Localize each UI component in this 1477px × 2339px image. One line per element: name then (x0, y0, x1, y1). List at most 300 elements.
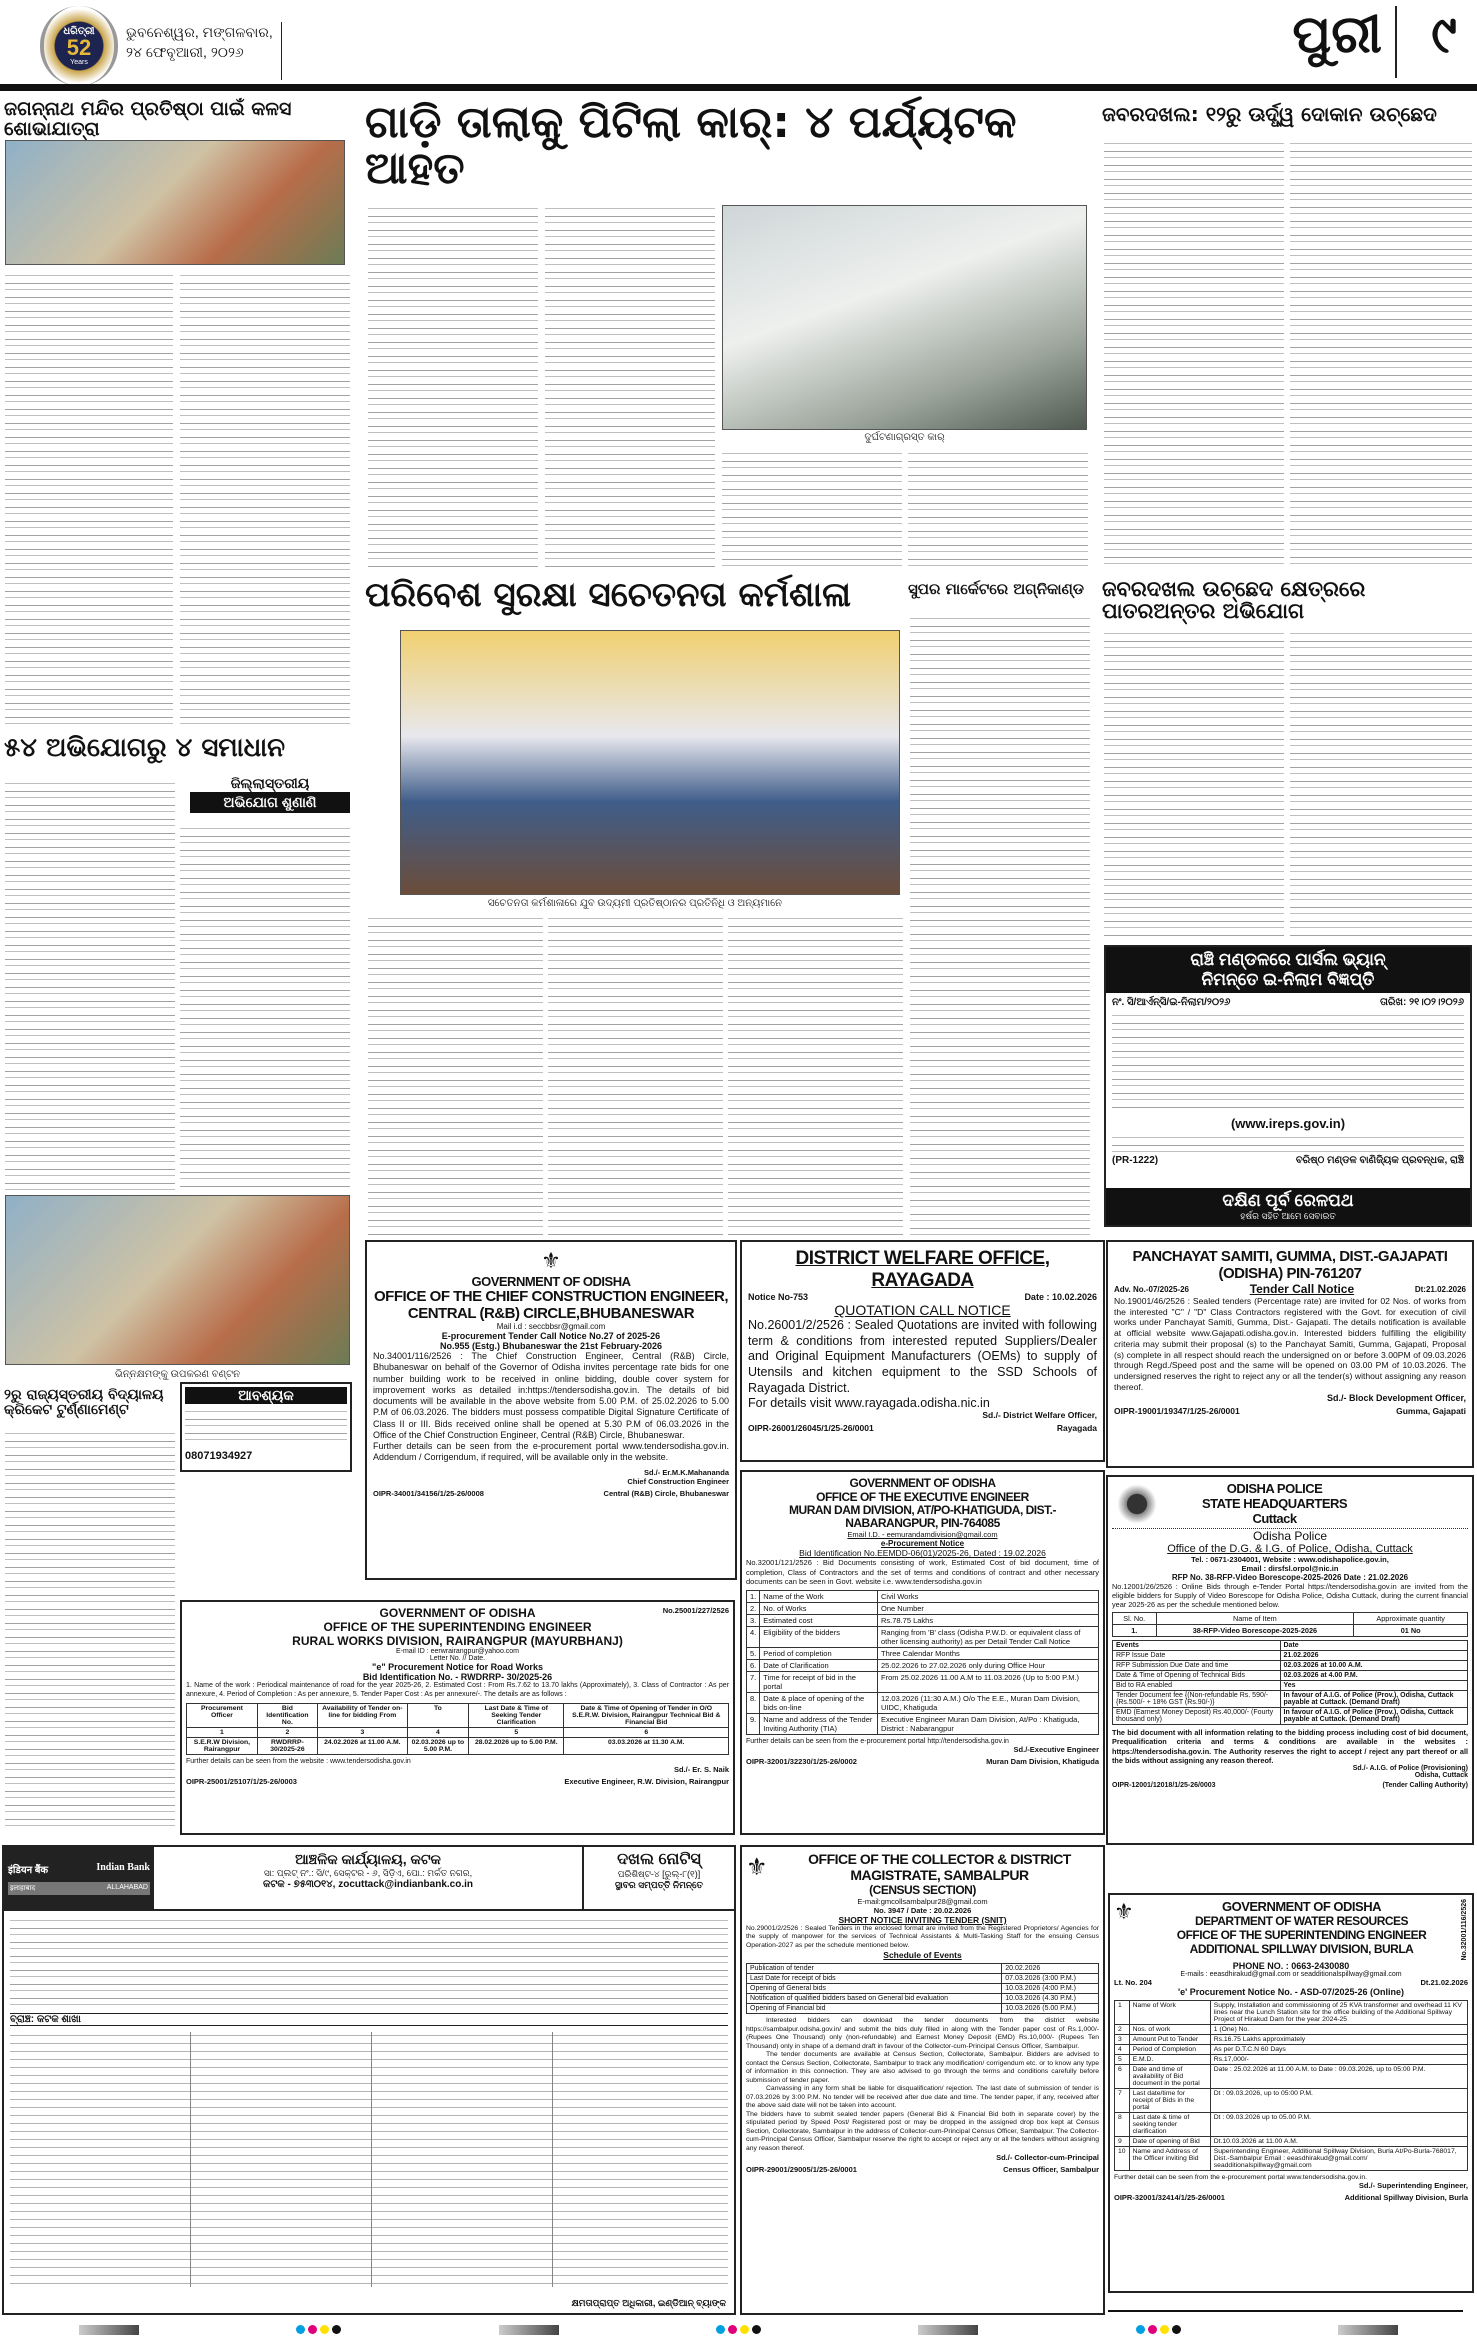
railway-eauction-notice (1104, 945, 1472, 1227)
rural-letter: Letter No. // Date. (429, 1655, 486, 1662)
table-cell: Name of Item (1156, 1613, 1354, 1625)
table-cell: Name and Address of the Officer inviting Bid (1129, 2146, 1210, 2170)
table-row (747, 1692, 1099, 1713)
table-cell: 02.03.2026 at 4.00 P.M. (1280, 1671, 1468, 1681)
logo-years: 52 (66, 35, 92, 60)
headline-environment: ପରିବେଶ ସୁରକ୍ଷା ସଚେତନତା କର୍ମଶାଳା (365, 575, 851, 615)
table-cell: Supply, Installation and commissioning of 25 KVA transformer and overhead 11 KV lines near the Lunch Station site for the office building of the Additional Spillway Project of Hirakud Dam for the year 2024-25 (1210, 2000, 1467, 2024)
table-cell: Last Date & Time of Seeking Tender Clarification (469, 1703, 564, 1727)
railway-pr: (PR-1222) (1112, 1155, 1159, 1166)
table-cell: Estimated cost (760, 1614, 878, 1626)
table-cell: 6 (1115, 2064, 1130, 2088)
gumma-title: PANCHAYAT SAMITI, GUMMA, DIST.-GAJAPATI (1132, 1248, 1448, 1265)
table-row (1115, 2064, 1468, 2088)
bank-address: କଟକ - ୭୫୩୦୧୪, zocuttack@indianbank.co.in (262, 1879, 473, 1890)
sambalpur-title: MAGISTRATE, SAMBALPUR (850, 1867, 1029, 1883)
table-row (1113, 1651, 1468, 1661)
table-cell: Date and time of availability of Bid document in the portal (1129, 2064, 1210, 2088)
water-table (1114, 2000, 1468, 2171)
oipr-number: OIPR-32001/32414/1/25-26/0001 (1114, 2192, 1225, 2202)
table-row (1115, 2044, 1468, 2054)
table-cell: 4 (1115, 2044, 1130, 2054)
story-body (728, 915, 903, 1235)
allahabad-label: ALLAHABAD (106, 1883, 148, 1891)
table-row (1113, 1681, 1468, 1691)
table-cell: 4. (747, 1626, 760, 1647)
water-emails[interactable]: E-mails : eeasdhirakud@gmail.com or seadditionalspillway@gmail.com (1180, 1970, 1402, 1978)
sambalpur-sign: Sd./- Collector-cum-Principal (996, 2153, 1099, 2163)
sambalpur-para: Canvassing in any form shall be liable for disqualification/ rejection. The last date of submission of tender is 07.03.2026 by 3:00 P.M. No tender will be received after due date and time. The tender paper, if any, received after the above said date will not be taken into account. (746, 2085, 1099, 2110)
emblem-icon: ⚜ (541, 1248, 561, 1273)
muran-email[interactable]: Email I.D. - eemurandamdivision@gmail.com (847, 1530, 998, 1540)
water-further: Further detail can be seen from the e-procurement portal www.tendersodisha.gov.in. (1114, 2173, 1368, 2181)
table-cell: 3 (317, 1727, 407, 1737)
table-cell: Bid Identification No. (257, 1703, 317, 1727)
sambalpur-email[interactable]: E-mail:gmcollsambalpur28@gmail.com (857, 1897, 988, 1906)
railway-body (1112, 1134, 1464, 1152)
sambalpur-title: (CENSUS SECTION) (869, 1883, 976, 1897)
grievance-tag (190, 775, 350, 813)
table-cell: Ranging from 'B' class (Odisha P.W.D. or equivalent class of other licensing authority) as per Detail Tender Call Notice (877, 1626, 1098, 1647)
table-cell: 4 (407, 1727, 468, 1737)
table-cell: 21.02.2026 (1280, 1651, 1468, 1661)
table-cell: 6. (747, 1659, 760, 1671)
photo-crashed-car (722, 205, 1087, 430)
dwo-visit-link[interactable]: For details visit www.rayagada.odisha.nic.in (748, 1396, 990, 1411)
photo-procession (5, 140, 345, 265)
headline-discrimination: ଜବରଦଖଲ ଉଚ୍ଛେଦ କ୍ଷେତ୍ରରେ ପାତରଅନ୍ତର ଅଭିଯୋଗ (1102, 577, 1366, 624)
table-cell: Date & place of opening of the bids on-line (760, 1692, 878, 1713)
table-cell: Last date & time of seeking tender clarification (1129, 2112, 1210, 2136)
water-letter-no: Lt. No. 204 (1114, 1977, 1152, 1987)
table-cell: 6 (564, 1727, 729, 1737)
wanted-phone[interactable]: 08071934927 (185, 1450, 253, 1462)
table-row (747, 1659, 1099, 1671)
table-row (1113, 1661, 1468, 1671)
table-cell: 8 (1115, 2112, 1130, 2136)
table-cell: 7 (1115, 2088, 1130, 2112)
table-row (747, 1590, 1099, 1602)
muran-notice: e-Procurement Notice (880, 1539, 965, 1549)
railway-footer (1106, 1188, 1470, 1225)
table-cell: One Number (877, 1602, 1098, 1614)
dwo-heading: QUOTATION CALL NOTICE (834, 1302, 1011, 1318)
bank-rule: ପରିଶିଷ୍ଟ-୪ [ରୁଲ୍-୮(୧)] (617, 1869, 701, 1879)
table-row (747, 1647, 1099, 1659)
table-row (1115, 2146, 1468, 2170)
dateline (126, 22, 282, 80)
police-events-table (1112, 1640, 1468, 1725)
muran-sign: Muran Dam Division, Khatiguda (986, 1756, 1099, 1766)
wanted-ad (180, 1382, 352, 1472)
bank-office: ଆଞ୍ଚଳିକ କାର୍ଯ୍ୟାଳୟ, କଟକ (295, 1851, 441, 1867)
railway-date: ତାରିଖ: ୨୧।୦୨।୨୦୨୬ (1379, 997, 1464, 1008)
rural-bid: Bid Identification No. - RWDRRP- 30/2025-26 (362, 1672, 553, 1682)
muran-gov: GOVERNMENT OF ODISHA (849, 1476, 996, 1490)
oipr-number: OIPR-19001/19347/1/25-26/0001 (1114, 1405, 1240, 1416)
table-cell: E.M.D. (1129, 2054, 1210, 2064)
table-cell: Sl. No. (1113, 1613, 1157, 1625)
table-cell: 20.02.2026 (1002, 1964, 1099, 1974)
dwo-sign: Sd./- District Welfare Officer, (982, 1410, 1097, 1421)
footer-rule (1108, 2310, 1463, 2312)
gumma-body: No.19001/46/2526 : Sealed tenders (Percentage rate) are invited for 02 Nos. of works from the interested "C" / "D" Class Contractors registered with the Govt. for execution of civil works under Panchayat Samiti, Gumma, Dist.- Gajapati. The details notification is available at official website www.Gajapati.odisha.gov.in. Interested bidders fulfilling the eligibility criteria may submit their proposal (s) to the Panchayat Samiti, Gumma, Gajapati, Proposal (s) complete in all respect should reach the undersigned on or before 3.00PM of 09.03.2026 through Regd./Speed post and the same will be opened on 03.00 PM of 10.03.2026. The undersigned reserves the right to reject any or all the tender(s) without assigning any reason thereof. (1114, 1296, 1466, 1392)
water-resources-notice (1108, 1893, 1474, 2293)
railway-org: ଦକ୍ଷିଣ ପୂର୍ବ ରେଳପଥ (1222, 1191, 1354, 1210)
table-cell: 1 (187, 1727, 258, 1737)
table-cell: Dt.10.03.2026 at 11.00 A.M. (1210, 2136, 1467, 2146)
water-title: GOVERNMENT OF ODISHA (1221, 1899, 1381, 1914)
sambalpur-title: OFFICE OF THE COLLECTOR & DISTRICT (808, 1851, 1071, 1867)
water-title: OFFICE OF THE SUPERINTENDING ENGINEER (1176, 1928, 1427, 1942)
table-row (747, 1626, 1099, 1647)
table-cell: 5 (469, 1727, 564, 1737)
water-phone: PHONE NO. : 0663-2430080 (1232, 1960, 1350, 1971)
table-row (1115, 2000, 1468, 2024)
muran-table (746, 1590, 1099, 1735)
table-cell: Dt : 09.03.2026, up to 05:00 P.M. (1210, 2088, 1467, 2112)
muran-sign: Sd./-Executive Engineer (1013, 1744, 1099, 1754)
rural-table (186, 1703, 729, 1755)
police-title: ODISHA POLICE (1226, 1481, 1323, 1496)
story-body (1104, 630, 1284, 940)
railway-title-1: ରାଞ୍ଚି ମଣ୍ଡଳରେ ପାର୍ସଲ ଭ୍ୟାନ୍ (1190, 950, 1386, 969)
story-body (1104, 140, 1284, 565)
allahabad-hindi: इलाहाबाद (10, 1884, 36, 1892)
headline-kalasa: ଜଗନ୍ନାଥ ମନ୍ଦିର ପ୍ରତିଷ୍ଠା ପାଇଁ କଳସ ଶୋଭାଯାତ୍ରା (4, 98, 292, 140)
table-cell: Superintending Engineer, Additional Spillway Division, Burla At/Po-Burla-768017, Dist.-Sambalpur Email : eeasdhirakud@gmail.com/ seadditionalspillway@gmail.com (1210, 2146, 1467, 2170)
railway-website[interactable]: (www.ireps.gov.in) (1230, 1116, 1346, 1131)
table-cell: 10 (1115, 2146, 1130, 2170)
bank-address: ସା: ପ୍ଲଟ୍ ନଂ.: ସି/୯, ସେକ୍ଟର - ୬, ସିଡ଼ିଏ, ପୋ.: ମର୍କତ ନଗର, (263, 1868, 473, 1878)
police-office: Office of the D.G. & I.G. of Police, Odisha, Cuttack (1167, 1543, 1413, 1555)
table-cell: Events (1113, 1641, 1281, 1651)
table-cell: RWDRRP-30/2025-26 (257, 1737, 317, 1754)
railway-sign: ବରିଷ୍ଠ ମଣ୍ଡଳ ବାଣିଜ୍ୟିକ ପ୍ରବନ୍ଧକ, ରାଞ୍ଚି (1295, 1155, 1464, 1166)
table-cell: 3. (747, 1614, 760, 1626)
water-sign: Sd./- Superintending Engineer, (1358, 2180, 1468, 2190)
cce-sign: Central (R&B) Circle, Bhubaneswar (603, 1488, 729, 1498)
table-row (747, 1602, 1099, 1614)
water-sign: Additional Spillway Division, Burla (1344, 2192, 1468, 2202)
indian-bank-logo (4, 1847, 154, 1909)
story-body (180, 825, 350, 1190)
photo-caption: ସଚେତନତା କର୍ମଶାଳାରେ ଯୁବ ଉଦ୍ୟମୀ ପ୍ରତିଷ୍ଠାନର ପ୍ରତିନିଧି ଓ ଅନ୍ୟମାନେ (487, 898, 783, 909)
bank-borrowers-table (10, 2032, 728, 2287)
table-cell: 12.03.2026 (11:30 A.M.) O/o The E.E., Muran Dam Division, UIDC, Khatiguda (877, 1692, 1098, 1713)
dwo-notice-no: Notice No-753 (748, 1292, 809, 1302)
bank-property: ସ୍ଥାବର ସମ୍ପତ୍ତି ନିମନ୍ତେ (615, 1880, 703, 1890)
oipr-number: OIPR-25001/25107/1/25-26/0003 (186, 1776, 297, 1786)
police-item-table (1112, 1612, 1468, 1637)
sambalpur-para: The bidders have to submit sealed tender papers (General Bid & Financial Bid both in separate cover) by the stipulated period by Speed Post/ Registered post or may be dropped in the assigned drop box kept at Census Section, Collectorate, Sambalpur in the address of Collector-cum-Principal Census Officer, Sambalpur. The Collector-cum-Principal Census Officer, Sambalpur reserve the right to accept or reject any or all the tenders without assigning any reason thereof. (746, 2110, 1099, 2152)
rural-body: 1. Name of the work : Periodical maintenance of road for the year 2025-26, 2. Estimated Cost : From Rs.7.62 to 13.70 lakhs (Approximately), 3. Class of Contractor : As per annexure, 4. Period of Completion : As per annexure, 5. Tender Paper Cost : As per annexure/-. The details are as follows : (186, 1682, 729, 1698)
police-title: STATE HEADQUARTERS (1202, 1496, 1348, 1511)
table-cell: In favour of A.I.G. of Police (Prov.), Odisha, Cuttack payable at Cuttack. (Demand Draft) (1280, 1708, 1468, 1725)
table-cell: Date (1280, 1641, 1468, 1651)
table-cell: Date of opening of Bid (1129, 2136, 1210, 2146)
story-body (1290, 140, 1472, 565)
bank-name: Indian Bank (96, 1861, 150, 1873)
water-title: DEPARTMENT OF WATER RESOURCES (1194, 1914, 1409, 1928)
gumma-sign: Sd./- Block Development Officer, (1326, 1392, 1466, 1403)
table-row (1113, 1691, 1468, 1708)
table-cell: Name of Work (1129, 2000, 1210, 2024)
table-cell: 07.03.2026 (3:00 P.M.) (1002, 1974, 1099, 1984)
oipr-number: OIPR-34001/34156/1/25-26/0008 (373, 1488, 484, 1498)
table-row (1113, 1625, 1468, 1637)
table-row (747, 2004, 1099, 2014)
table-cell: Rs.17,000/- (1210, 2054, 1467, 2064)
story-body (910, 615, 1090, 1235)
dwo-body: No.26001/2/2526 : Sealed Quotations are invited with following term & conditions from interested reputed Suppliers/Dealer and Original Equipment Manufacturers (OEMs) to supply of Utensils and kitchen equipment to the SSD Schools of Rayagada District. (748, 1318, 1097, 1395)
dwo-title: DISTRICT WELFARE OFFICE, RAYAGADA (795, 1248, 1050, 1291)
table-cell: Last date/time for receipt of Bids in the portal (1129, 2088, 1210, 2112)
gumma-title: (ODISHA) PIN-761207 (1218, 1265, 1362, 1282)
bank-branch: ବ୍ରାଞ୍ଚ: କଟକ ଶାଖା (10, 2013, 728, 2026)
table-row (1115, 2054, 1468, 2064)
logo-years-label: Years (70, 59, 88, 66)
railway-ref: ନଂ. ସି/ଆର୍ଏନ୍ସି/ଇ-ନିଲାମ/୨୦୨୬ (1112, 997, 1231, 1008)
table-cell: Publication of tender (747, 1964, 1002, 1974)
table-row (187, 1703, 729, 1727)
oipr-number: OIPR-26001/26045/1/25-26/0001 (748, 1423, 874, 1434)
masthead-rule (0, 84, 1477, 91)
oipr-number: OIPR-32001/32230/1/25-26/0002 (746, 1756, 857, 1766)
bank-sign: କ୍ଷମତାପ୍ରାପ୍ତ ଅଧିକାରୀ, ଇଣ୍ଡିଆନ୍ ବ୍ୟାଙ୍କ (571, 2298, 726, 2308)
sambalpur-body: No.29001/2/2526 : Sealed Tenders in the enclosed format are invited from the Registered Proprietors/ Agencies for the supply of manpower for the services of Technical Assistants & Multi-Tasking Staff for the ensuing Census Operation-2027 as per the schedule mentioned below. (746, 1925, 1099, 1949)
railway-title-2: ନିମନ୍ତେ ଇ-ନିଲାମ ବିଜ୍ଞପ୍ତି (1201, 970, 1375, 989)
table-cell: RFP Submission Due Date and time (1113, 1661, 1281, 1671)
police-sign: Odisha, Cuttack (1414, 1771, 1468, 1779)
sambalpur-events-table (746, 1963, 1099, 2014)
table-cell: 10.03.2026 (4.30 P.M.) (1002, 1994, 1099, 2004)
table-cell: S.E.R.W Division, Rairangpur (187, 1737, 258, 1754)
table-cell: 2 (257, 1727, 317, 1737)
table-cell: 03.03.2026 at 11.30 A.M. (564, 1737, 729, 1754)
table-cell: Name of the Work (760, 1590, 878, 1602)
rural-division: RURAL WORKS DIVISION, RAIRANGPUR (MAYURBHANJ) (292, 1634, 623, 1648)
indian-bank-possession-notice (2, 1845, 736, 2315)
table-cell: 02.03.2026 up to 5.00 P.M. (407, 1737, 468, 1754)
table-row (1113, 1613, 1468, 1625)
table-row (747, 1614, 1099, 1626)
table-cell: As per D.T.C.N 60 Days (1210, 2044, 1467, 2054)
dwo-date: Date : 10.02.2026 (1024, 1292, 1097, 1302)
table-cell: Executive Engineer Muran Dam Division, At/Po : Khatiguda, District : Nabarangpur (877, 1713, 1098, 1734)
table-row (1115, 2034, 1468, 2044)
table-cell: Rs.78.75 Lakhs (877, 1614, 1098, 1626)
table-cell: Rs.16.75 Lakhs approximately (1210, 2034, 1467, 2044)
table-cell: Availability of Tender on-line for bidding From (317, 1703, 407, 1727)
table-cell: 10.03.2026 (4:00 P.M.) (1002, 1984, 1099, 1994)
muran-bid: Bid Identification No.EEMDD-06(01)/2025-26, Dated : 19.02.2026 (799, 1548, 1046, 1559)
table-cell: 10.03.2026 (5.00 P.M.) (1002, 2004, 1099, 2014)
table-cell: No. of Works (760, 1602, 878, 1614)
sambalpur-no: No. 3947 / Date : 20.02.2026 (873, 1906, 972, 1915)
cce-mail[interactable]: Mail i.d : seccbbsr@gmail.com (496, 1322, 606, 1331)
photo-caption: ଭିନ୍ନକ୍ଷମଙ୍କୁ ଉପକରଣ ବଣ୍ଟନ (115, 1369, 240, 1380)
table-cell: 2. (747, 1602, 760, 1614)
table-row (747, 1964, 1099, 1974)
divider (1395, 6, 1397, 78)
table-cell: Civil Works (877, 1590, 1098, 1602)
cce-gov: GOVERNMENT OF ODISHA (471, 1274, 631, 1289)
table-row (747, 1713, 1099, 1734)
dateline-date: ୨୪ ଫେବୃଆରୀ, ୨୦୨୬ (126, 44, 244, 60)
table-cell: Nos. of work (1129, 2024, 1210, 2034)
table-cell: 9. (747, 1713, 760, 1734)
table-cell: Period of completion (760, 1647, 878, 1659)
railway-body (1112, 1012, 1464, 1112)
rural-sign: Sd./- Er. S. Naik (673, 1764, 729, 1774)
police-title: Cuttack (1252, 1511, 1297, 1526)
table-row (747, 1984, 1099, 1994)
sambalpur-para: Interested bidders can download the tender documents from the district website https://sambalpur.odisha.gov.in/ and submit the bids duly filled in along with the Tender paper cost of Rs.1,000/- (Rupees One Thousand) only (non-refundable) and Earnest Money Deposit (EMD) Rs.10,000/- (Rupees Ten Thousand) only in shape of a demand draft in favour of the Collector-cum-Principal Census Officer, Sambalpur. (746, 2017, 1099, 2050)
water-title: ADDITIONAL SPILLWAY DIVISION, BURLA (1189, 1942, 1414, 1956)
table-cell: 01 No (1354, 1625, 1468, 1637)
table-cell: Bid to RA enabled (1113, 1681, 1281, 1691)
table-cell: Opening of General bids (747, 1984, 1002, 1994)
table-cell: Amount Put to Tender (1129, 2034, 1210, 2044)
story-body (722, 450, 902, 570)
photo-workshop (400, 630, 900, 895)
photo-caption: ଦୁର୍ଘଟଣାଗ୍ରସ୍ତ କାର୍ (864, 432, 945, 443)
headline-cricket: ୨ରୁ ରାଜ୍ୟସ୍ତରୀୟ ବିଦ୍ୟାଳୟ କ୍ରିକେଟ ଟୁର୍ଣ୍ଣାମେଣ୍ଟ (4, 1387, 164, 1418)
rural-no: No.25001/227/2526 (662, 1606, 729, 1615)
table-cell: EMD (Earnest Money Deposit) Rs.40,000/- (Fourty thousand only) (1113, 1708, 1281, 1725)
headline-grievance: ୫୪ ଅଭିଯୋଗରୁ ୪ ସମାଧାନ (4, 733, 286, 763)
sambalpur-snit-notice (740, 1845, 1105, 2315)
table-row (1115, 2112, 1468, 2136)
bank-notice-body (10, 1917, 728, 2007)
cce-tender-notice (365, 1240, 737, 1580)
dateline-day: ଭୁବନେଶ୍ୱର, ମଙ୍ଗଳବାର, (126, 24, 273, 40)
railway-tagline: ହର୍ଷର ସହିତ ଆମେ ସେବାରତ (1240, 1211, 1336, 1221)
table-cell: 02.03.2026 at 10.00 A.M. (1280, 1661, 1468, 1671)
table-cell: 8. (747, 1692, 760, 1713)
table-cell: 1 (One) No. (1210, 2024, 1467, 2034)
rural-sign: Executive Engineer, R.W. Division, Rairangpur (564, 1776, 729, 1786)
police-closing: The bid document with all information relating to the bidding process including cost of bid document, Prequalification criteria and terms & conditions are available in the websites : https://tendersodisha.gov.in. The Authority reserves the right to accept / reject any part thereof or all the bids without assigning any reason thereof. (1112, 1728, 1468, 1765)
dwo-quotation-notice (740, 1240, 1105, 1462)
muran-dam-notice (740, 1470, 1105, 1835)
police-emblem-icon (1112, 1483, 1162, 1525)
story-body (368, 205, 538, 570)
table-row (1113, 1641, 1468, 1651)
table-cell: To (407, 1703, 468, 1727)
table-row (187, 1737, 729, 1754)
muran-office: OFFICE OF THE EXECUTIVE ENGINEER (816, 1490, 1029, 1504)
headline-encroachment: ଜବରଦଖଲ: ୧୨ରୁ ଊର୍ଦ୍ଧ୍ୱ ଦୋକାନ ଉଚ୍ଛେଦ (1102, 102, 1437, 126)
table-cell: 1. (1113, 1625, 1157, 1637)
sambalpur-para: The tender documents are available at Census Section, Collectorate, Sambalpur. Bidders are advised to contact the Census Section, Collectorate, Sambalpur to track any modification/ corrigendum etc. or to know any type of information in this connection. They are also advised to go through the terms and conditions carefully before submission of tender paper. (746, 2051, 1099, 2084)
police-sign: (Tender Calling Authority) (1382, 1781, 1468, 1789)
table-row (747, 1671, 1099, 1692)
table-cell: 28.02.2026 up to 5.00 P.M. (469, 1737, 564, 1754)
gumma-heading: Tender Call Notice (1249, 1282, 1355, 1296)
story-body (908, 450, 1088, 570)
table-cell: Three Calendar Months (877, 1647, 1098, 1659)
table-cell: From 25.02.2026 11.00 A.M to 11.03.2026 (Up to 5:00 P.M.) (877, 1671, 1098, 1692)
cce-sign: Sd./- Er.M.K.Mahananda (643, 1467, 729, 1477)
oipr-number: OIPR-12001/12018/1/25-26/0003 (1112, 1781, 1216, 1789)
table-cell: 24.02.2026 at 11.00 A.M. (317, 1737, 407, 1754)
rural-email[interactable]: E-mail ID : eerwrairangpur@yahoo.com (395, 1648, 520, 1655)
tag-line-1: ଜିଲ୍ଲାସ୍ତରୀୟ (230, 775, 310, 791)
table-row (747, 1974, 1099, 1984)
rural-office: OFFICE OF THE SUPERINTENDING ENGINEER (323, 1620, 592, 1634)
cce-notice: E-procurement Tender Call Notice No.27 of 2025-26 (441, 1331, 661, 1341)
registration-marks (0, 2320, 1477, 2339)
police-email[interactable]: Email : dirsfsl.orpol@nic.in (1241, 1564, 1339, 1573)
table-cell: Tender Document fee {(Non-refundable Rs. 590/- {Rs.500/- + 18% GST (Rs.90/-)} (1113, 1691, 1281, 1708)
table-cell: Period of Completion (1129, 2044, 1210, 2054)
table-cell: 3 (1115, 2034, 1130, 2044)
water-date: Dt.21.02.2026 (1420, 1977, 1468, 1987)
table-cell: 25.02.2026 to 27.02.2026 only during Office Hour (877, 1659, 1098, 1671)
masthead-logo (40, 6, 118, 86)
table-row (1115, 2088, 1468, 2112)
table-cell: 38-RFP-Video Borescope-2025-2026 (1156, 1625, 1354, 1637)
police-rfp: RFP No. 38-RFP-Video Borescope-2025-2026 Date : 21.02.2026 (1171, 1573, 1409, 1582)
table-row (747, 1994, 1099, 2004)
wanted-body (185, 1408, 347, 1446)
railway-title (1106, 947, 1470, 993)
bank-name-hindi: इंडियन बैंक (8, 1864, 49, 1876)
table-cell: Eligibility of the bidders (760, 1626, 878, 1647)
table-cell: 5 (1115, 2054, 1130, 2064)
emblem-icon: ⚜ (746, 1853, 768, 1881)
page-number: ୯ (1431, 5, 1457, 65)
table-cell: In favour of A.I.G. of Police (Prov.), Odisha, Cuttack payable at Cuttack. (Demand Draft) (1280, 1691, 1468, 1708)
cce-no: No.955 (Estg.) Bhubaneswar the 21st February-2026 (439, 1341, 663, 1351)
table-cell: Dt : 09.03.2026 up to 05.00 P.M. (1210, 2112, 1467, 2136)
rural-further: Further details can be seen from the website : www.tendersodisha.gov.in (186, 1757, 411, 1765)
police-tel: Tel. : 0671-2304001, Website : www.odishapolice.gov.in, (1191, 1555, 1389, 1564)
headline-fire: ସୁପର ମାର୍କେଟରେ ଅଗ୍ନିକାଣ୍ଡ (908, 580, 1084, 598)
police-org: Odisha Police (1252, 1529, 1328, 1543)
cce-sign: Chief Construction Engineer (627, 1476, 729, 1486)
logo-name: ଧରିତ୍ରୀ (63, 26, 95, 37)
gumma-sign: Gumma, Gajapati (1396, 1405, 1466, 1416)
table-cell: Date & Time of Opening of Technical Bids (1113, 1671, 1281, 1681)
table-cell: Time for receipt of bid in the portal (760, 1671, 878, 1692)
table-cell: 1 (1115, 2000, 1130, 2024)
table-row (187, 1727, 729, 1737)
story-body (5, 272, 173, 727)
muran-further: Further details can be seen from the e-procurement portal http://tendersodisha.gov.in (746, 1737, 1009, 1745)
table-cell: Date : 25.02.2026 at 11.00 A.M. to Date : 09.03.2026, up to 05:00 P.M. (1210, 2064, 1467, 2088)
table-cell: 1. (747, 1590, 760, 1602)
story-body (5, 780, 175, 1190)
main-headline: ଗାଡ଼ି ତାଲାକୁ ପିଟିଲା କାର୍: ୪ ପର୍ଯ୍ୟଟକ ଆହତ (365, 97, 1017, 195)
dwo-sign: Rayagada (1056, 1423, 1097, 1434)
rural-notice: "e" Procurement Notice for Road Works (372, 1662, 543, 1672)
water-notice: 'e' Procurement Notice No. - ASD-07/2025-26 (Online) (1177, 1986, 1404, 1997)
table-cell: Notification of qualified bidders based on General bid evaluation (747, 1994, 1002, 2004)
rural-works-notice (180, 1600, 735, 1835)
table-row (1113, 1708, 1468, 1725)
bank-notice-title: ଦଖଲ ନୋଟିସ୍ (617, 1851, 701, 1868)
table-cell: Name and address of the Tender Inviting Authority (TIA) (760, 1713, 878, 1734)
table-row (1115, 2024, 1468, 2034)
table-cell: Approximate quantity (1354, 1613, 1468, 1625)
muran-division: MURAN DAM DIVISION, AT/PO-KHATIGUDA, DIST.-NABARANGPUR, PIN-764085 (789, 1503, 1056, 1531)
photo-wheelchair (5, 1195, 350, 1365)
table-cell: 7. (747, 1671, 760, 1692)
story-body (5, 1430, 175, 1830)
